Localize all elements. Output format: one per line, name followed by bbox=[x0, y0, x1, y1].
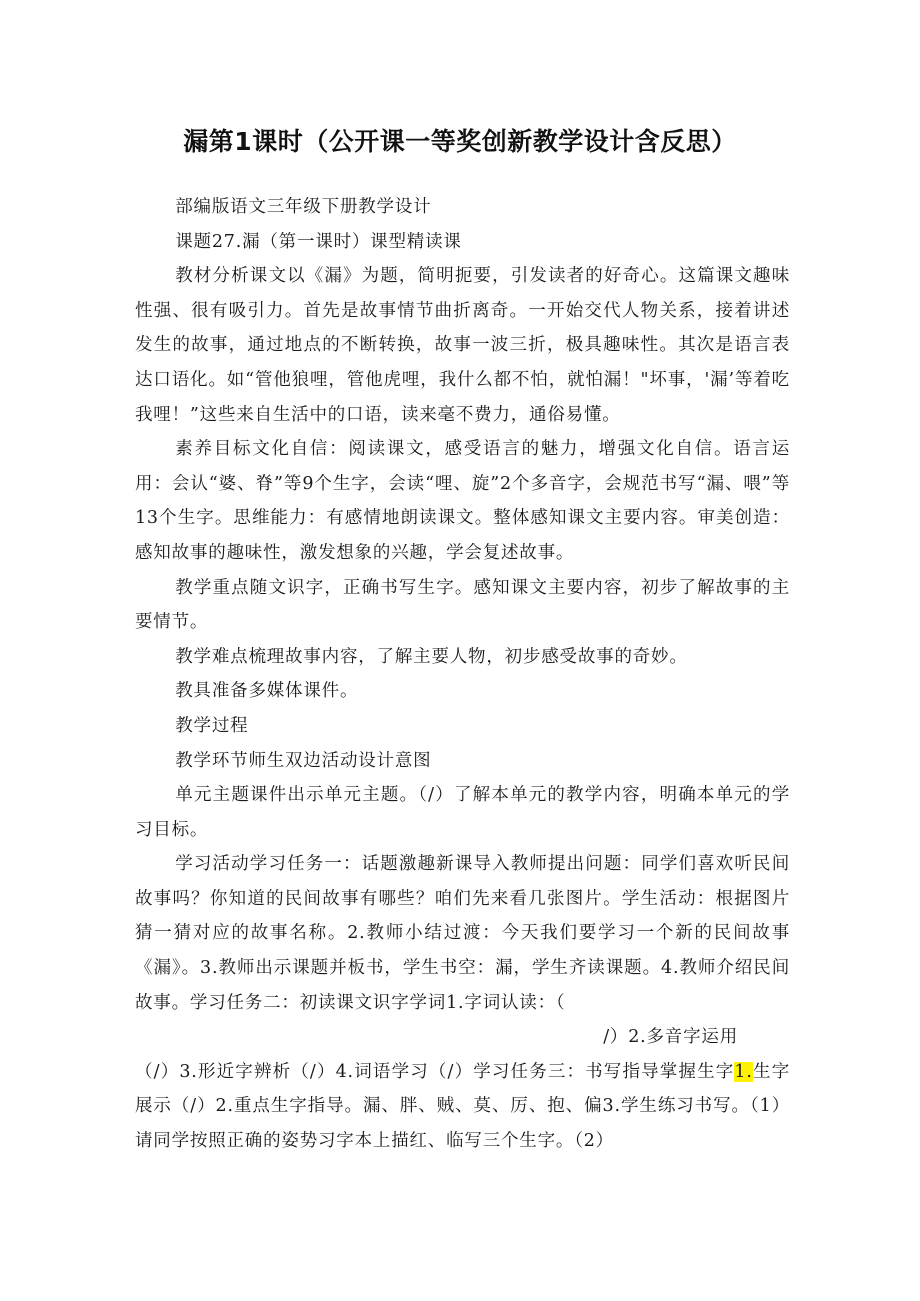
paragraph-material-analysis: 教材分析课文以《漏》为题，简明扼要，引发读者的好奇心。这篇课文趣味性强、很有吸引力。首先是故事情节曲折离奇。一开始交代人物关系，接着讲述发生的故事，通过地点的不断转换，故事一波三折，极具趣味性。其次是语言表达口语化。如“管他狼哩，管他虎哩，我什么都不怕，就怕漏！"坏事，'漏’等着吃我哩！”这些来自生活中的口语，读来毫不费力，通俗易懂。 bbox=[135, 266, 790, 425]
paragraph-learning-activities: 学习活动学习任务一：话题激趣新课导入教师提出问题：同学们喜欢听民间故事吗？你知道的民间故事有哪些？咱们先来看几张图片。学生活动：根据图片猜一猜对应的故事名称。2.教师小结过渡：今天我们要学习一个新的民间故事《漏》。3.教师出示课题并板书，学生书空：漏，学生齐读课题。4.教师介绍民间故事。学习任务二：初读课文识字学词1.字词认读：（ bbox=[135, 854, 790, 1013]
continuation-line-b: 生字展示（/）2.重点生字指导。漏、胖、贼、莫、厉、抱、偏3.学生练习书写。（1）请同学按照正确的姿势习字本上描红、临写三个生字。（2） bbox=[135, 1061, 790, 1152]
paragraph-lesson-title: 课题27.漏（第一课时）课型精读课 bbox=[175, 231, 462, 252]
document-body bbox=[135, 190, 790, 1159]
paragraph-literacy-goals: 素养目标文化自信：阅读课文，感受语言的魅力，增强文化自信。语言运用：会认“婆、脊”等9个生字，会读“哩、旋”2个多音字，会规范书写“漏、喂”等13个生字。思维能力：有感情地朗读课文。整体感知课文主要内容。审美创造：感知故事的趣味性，激发想象的兴趣，学会复述故事。 bbox=[135, 439, 790, 563]
paragraph-unit-theme: 单元主题课件出示单元主题。（/）了解本单元的教学内容，明确本单元的学习目标。 bbox=[135, 785, 790, 840]
paragraph-difficulties: 教学难点梳理故事内容，了解主要人物，初步感受故事的奇妙。 bbox=[175, 646, 688, 667]
paragraph-teaching-aids: 教具准备多媒体课件。 bbox=[175, 681, 359, 702]
highlighted-number: 1. bbox=[734, 1061, 753, 1082]
paragraph-continuation bbox=[135, 1020, 790, 1158]
paragraph-key-points: 教学重点随文识字，正确书写生字。感知课文主要内容，初步了解故事的主要情节。 bbox=[135, 577, 790, 633]
paragraph-table-header: 教学环节师生双边活动设计意图 bbox=[175, 750, 432, 771]
paragraph-edition: 部编版语文三年级下册教学设计 bbox=[175, 197, 432, 217]
continuation-line-a: （/）3.形近字辨析（/）4.词语学习（/）学习任务三：书写指导掌握生字 bbox=[135, 1061, 735, 1082]
document-title: 漏第1课时（公开课一等奖创新教学设计含反思） bbox=[183, 127, 737, 156]
paragraph-process-heading: 教学过程 bbox=[175, 715, 249, 736]
continuation-right-line: /）2.多音字运用 bbox=[603, 1027, 738, 1048]
